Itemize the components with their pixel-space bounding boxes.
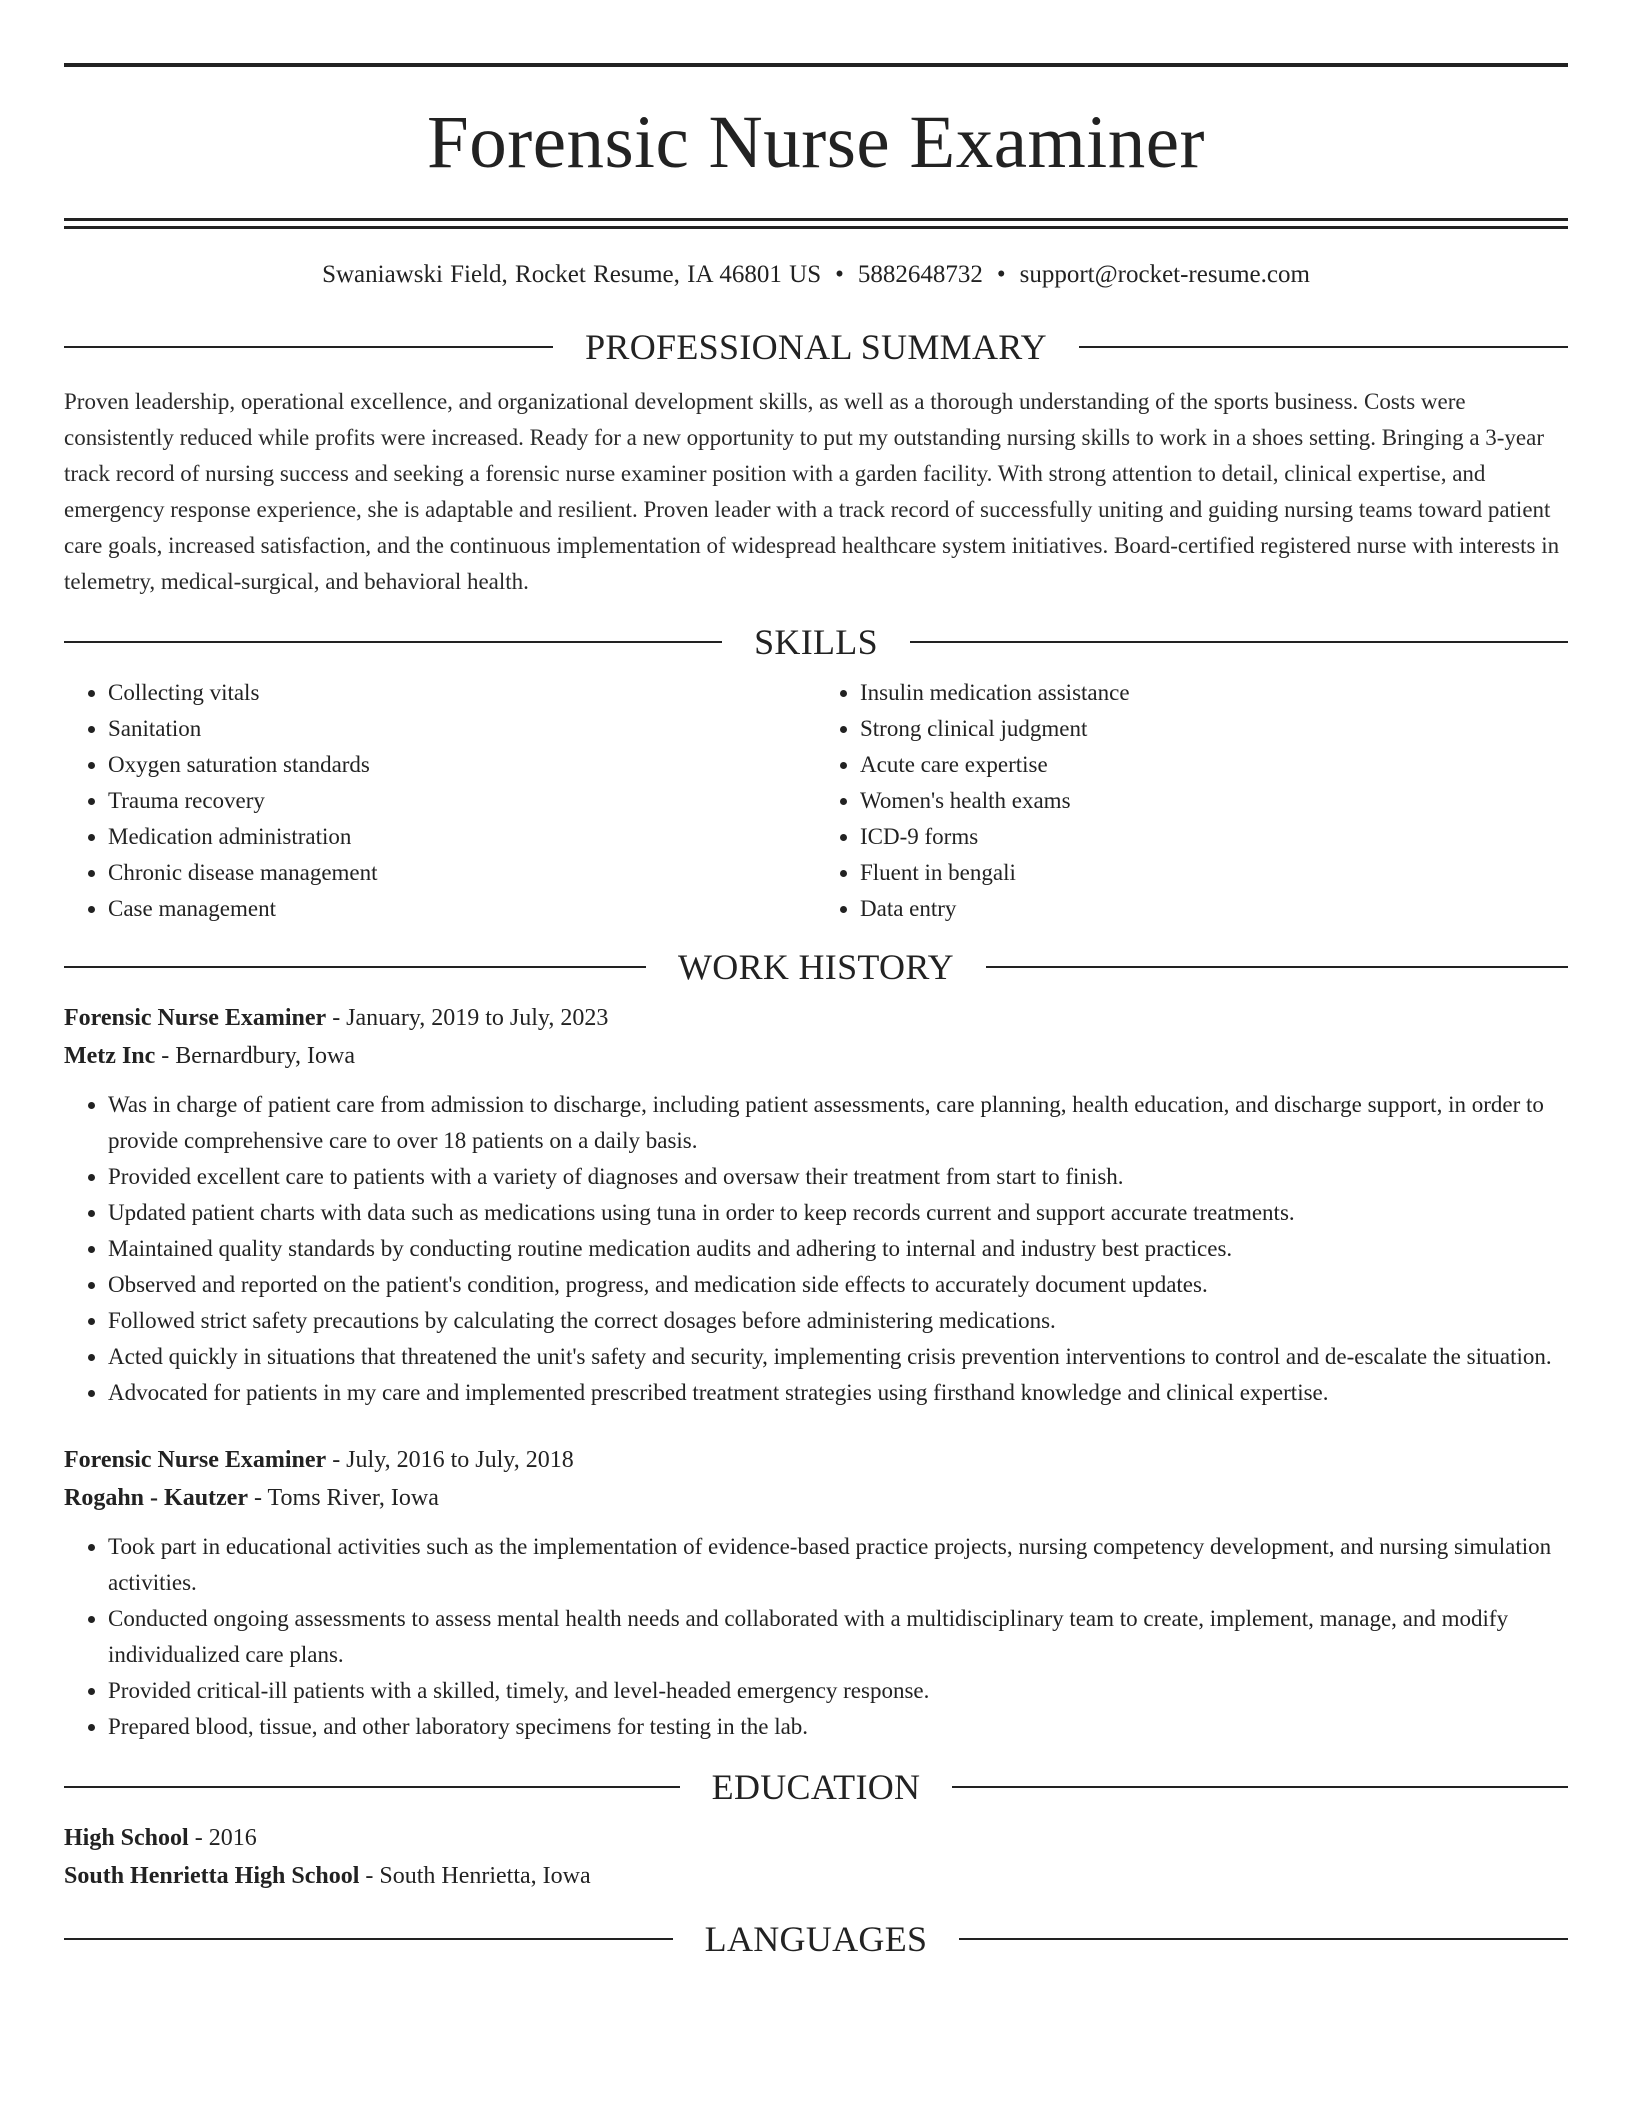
contact-phone: 5882648732 [857,261,983,288]
languages-section-header [64,1921,1568,1957]
job-bullet: • Provided excellent care to patients with a variety of diagnoses and oversaw their treatment from start to finish. [108,1159,1568,1195]
section-rule [1079,346,1568,348]
summary-section-header [64,329,1568,365]
education-school: South Henrietta High School [64,1863,360,1889]
contact-separator: • [996,261,1006,288]
languages-section-title: LANGUAGES [704,1919,928,1959]
job-bullets [64,1529,1568,1745]
skill-item: • Strong clinical judgment [860,711,1568,747]
work-section-title: WORK HISTORY [678,947,954,987]
section-rule [64,641,722,643]
job-entry [64,999,1568,1411]
skill-item: • Oxygen saturation standards [108,747,816,783]
resume-name: Forensic Nurse Examiner [427,101,1205,184]
skill-item: • Acute care expertise [860,747,1568,783]
skill-item: • Insulin medication assistance [860,675,1568,711]
skill-item: • ICD-9 forms [860,819,1568,855]
work-section-header [64,949,1568,985]
skills-column-left [64,675,816,927]
skill-item: • Medication administration [108,819,816,855]
skill-item: • Trauma recovery [108,783,816,819]
job-bullet: • Followed strict safety precautions by calculating the correct dosages before administering medications. [108,1303,1568,1339]
skill-item: • Data entry [860,891,1568,927]
skill-item: • Fluent in bengali [860,855,1568,891]
skills-list [64,675,1568,927]
education-section-header [64,1769,1568,1805]
job-title-line [64,1441,1568,1479]
education-entry [64,1819,1568,1895]
job-entry [64,1441,1568,1745]
education-location: - South Henrietta, Iowa [359,1863,591,1889]
section-rule [64,346,553,348]
job-bullet: • Maintained quality standards by conducting routine medication audits and adhering to internal and industry best practices. [108,1231,1568,1267]
education-degree: High School [64,1825,189,1851]
education-section-title: EDUCATION [711,1767,921,1807]
skill-item: • Case management [108,891,816,927]
education-degree-line [64,1819,1568,1857]
summary-section-title: PROFESSIONAL SUMMARY [585,327,1047,367]
job-bullet: • Acted quickly in situations that threatened the unit's safety and security, implementing crisis prevention interventions to control and de-escalate the situation. [108,1339,1568,1375]
top-rule [64,63,1568,67]
job-company-line [64,1037,1568,1075]
contact-address: Swaniawski Field, Rocket Resume, IA 46801 US [322,261,822,288]
skill-item: • Chronic disease management [108,855,816,891]
job-bullets [64,1087,1568,1411]
job-dates: - January, 2019 to July, 2023 [326,1005,609,1031]
education-school-line [64,1857,1568,1895]
job-bullet: • Advocated for patients in my care and implemented prescribed treatment strategies using firsthand knowledge and clinical expertise. [108,1375,1568,1411]
job-location: - Bernardbury, Iowa [155,1043,355,1069]
skill-item: • Sanitation [108,711,816,747]
skills-section-header [64,624,1568,660]
skills-section-title: SKILLS [754,622,878,662]
job-bullet: • Prepared blood, tissue, and other laboratory specimens for testing in the lab. [108,1709,1568,1745]
header-double-rule [64,218,1568,229]
education-year: - 2016 [188,1825,257,1851]
skills-column-right [816,675,1568,927]
section-rule [64,1938,673,1940]
skill-item: • Collecting vitals [108,675,816,711]
section-rule [64,966,646,968]
job-bullet: • Updated patient charts with data such as medications using tuna in order to keep records current and support accurate treatments. [108,1195,1568,1231]
section-rule [64,1786,680,1788]
job-position: Forensic Nurse Examiner [64,1005,327,1031]
skill-item: • Women's health exams [860,783,1568,819]
job-dates: - July, 2016 to July, 2018 [326,1447,574,1473]
job-bullet: • Took part in educational activities such as the implementation of evidence-based practice projects, nursing competency development, and nursing simulation activities. [108,1529,1568,1601]
section-rule [910,641,1568,643]
section-rule [959,1938,1568,1940]
job-bullet: • Provided critical-ill patients with a skilled, timely, and level-headed emergency response. [108,1673,1568,1709]
job-position: Forensic Nurse Examiner [64,1447,327,1473]
job-bullet: • Conducted ongoing assessments to assess mental health needs and collaborated with a multidisciplinary team to create, implement, manage, and modify individualized care plans. [108,1601,1568,1673]
contact-email: support@rocket-resume.com [1019,261,1310,288]
job-title-line [64,999,1568,1037]
section-rule [952,1786,1568,1788]
contact-line [64,262,1568,287]
section-rule [986,966,1568,968]
summary-text: Proven leadership, operational excellence, and organizational development skills, as well as a thorough understanding of the sports business. Costs were consistently reduced while profits were increased. Ready for a new opportunity to put my outstanding nursing skills to work in a shoes setting. Bringing a 3-year track record of nursing success and seeking a forensic nurse examiner position with a garden facility. With strong attention to detail, clinical expertise, and emergency response experience, she is adaptable and resilient. Proven leader with a track record of successfully uniting and guiding nursing teams toward patient care goals, increased satisfaction, and the continuous implementation of widespread healthcare system initiatives. Board-certified registered nurse with interests in telemetry, medical-surgical, and behavioral health. [64,389,1560,594]
contact-separator: • [835,261,844,288]
job-company-line [64,1479,1568,1517]
job-bullet: • Was in charge of patient care from admission to discharge, including patient assessments, care planning, health education, and discharge support, in order to provide comprehensive care to over 18 patients on a daily basis. [108,1087,1568,1159]
job-company: Rogahn - Kautzer [64,1485,248,1511]
job-bullet: • Observed and reported on the patient's condition, progress, and medication side effects to accurately document updates. [108,1267,1568,1303]
job-company: Metz Inc [64,1043,156,1069]
job-location: - Toms River, Iowa [247,1485,439,1511]
